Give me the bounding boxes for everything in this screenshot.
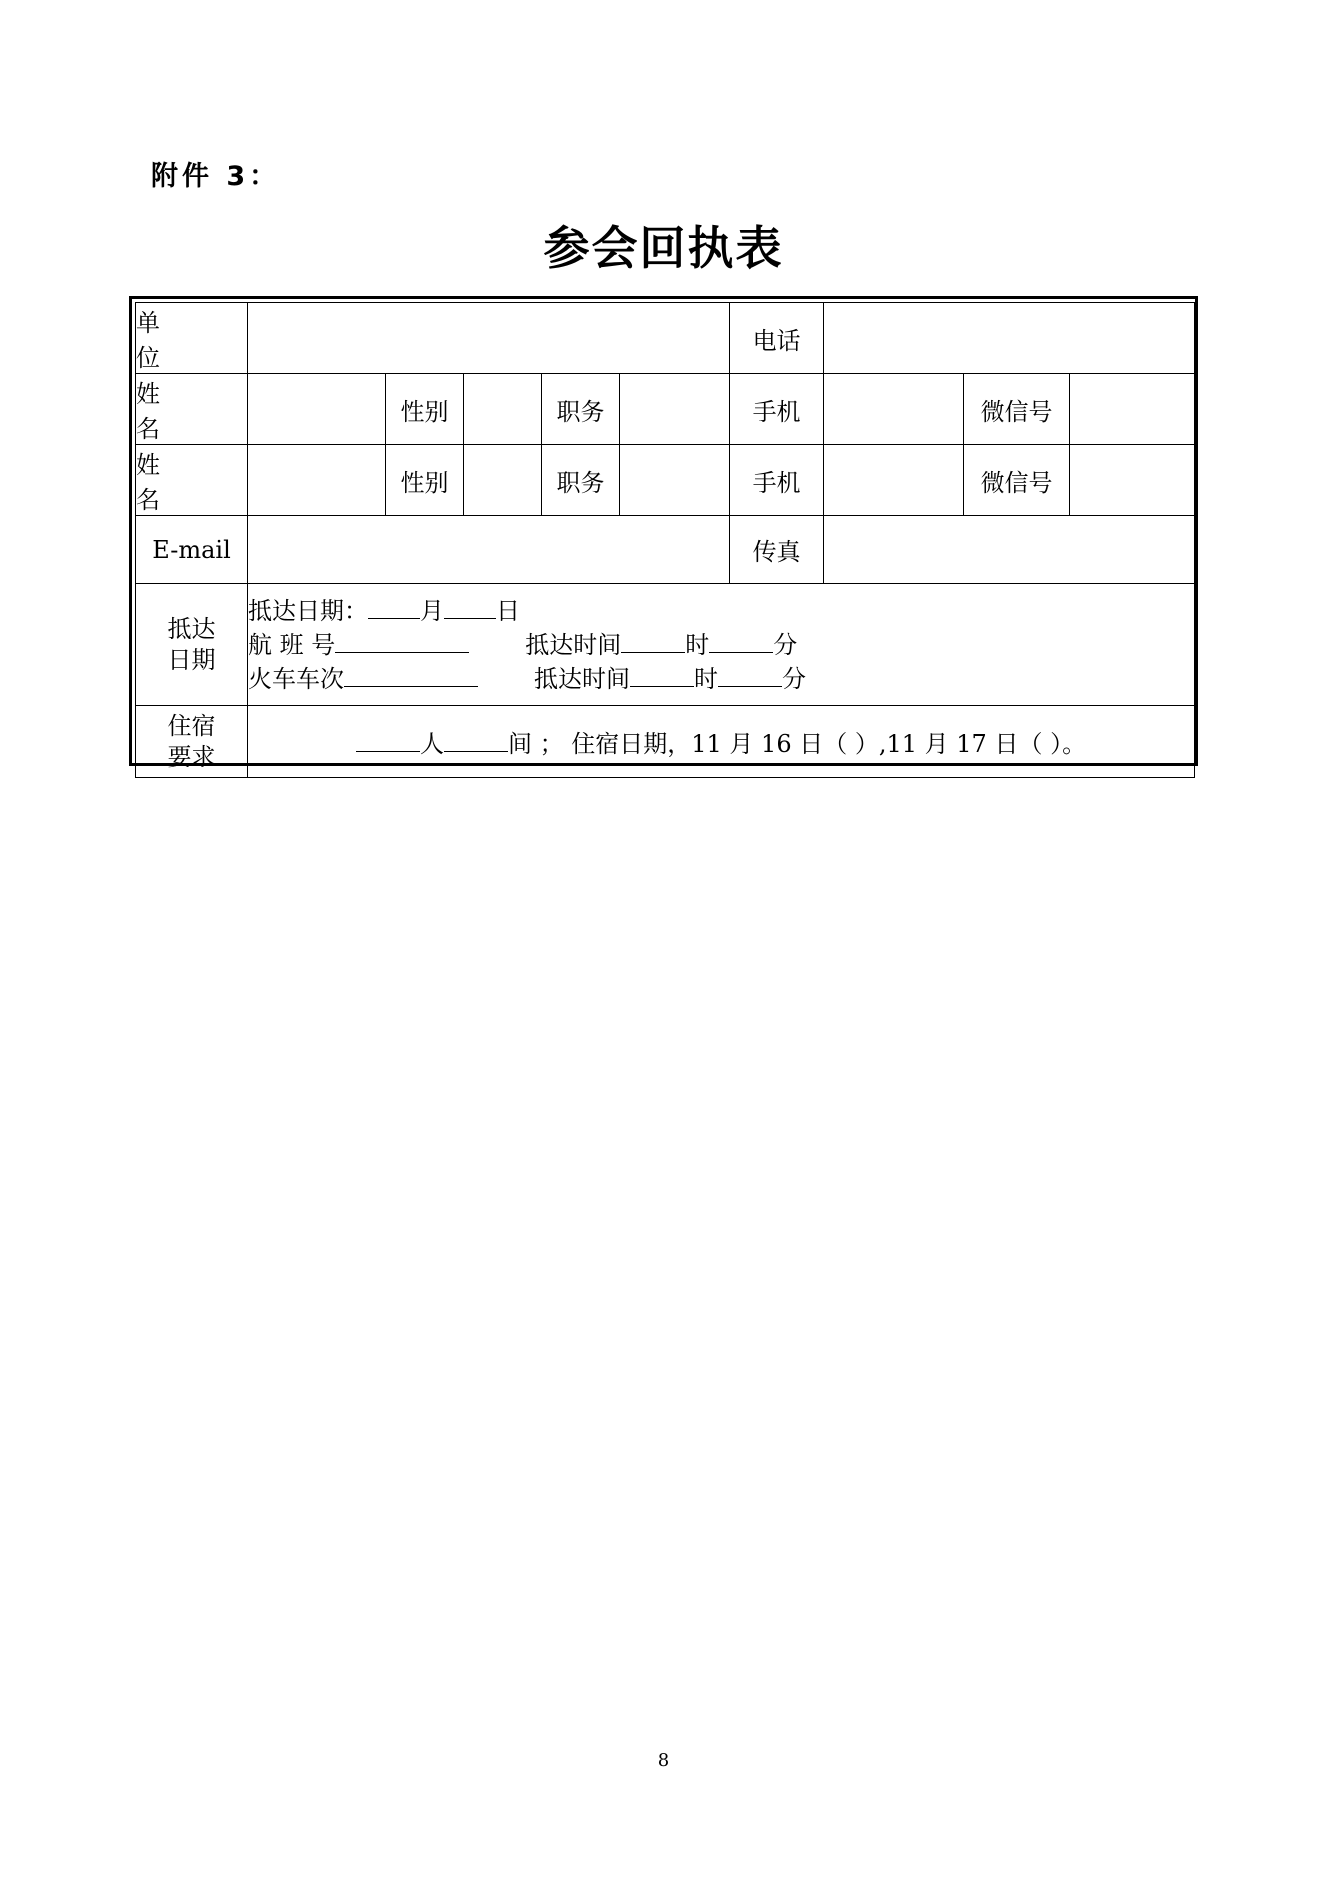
lodging-details: 人 间 ； 住宿日期，11 月 16 日（ ）,11 月 17 日（ ）。 [248,706,1195,778]
gender-field[interactable] [464,445,542,516]
mobile-label: 手机 [730,445,824,516]
name-label: 姓 名 [136,445,248,516]
arrival-date-line: 抵达日期： 月 日 [248,596,520,625]
wechat-field[interactable] [1070,445,1195,516]
registration-form [129,296,1198,771]
train-minute-blank[interactable] [718,664,782,687]
position-label: 职务 [542,445,620,516]
name-label: 姓 名 [136,374,248,445]
wechat-label: 微信号 [964,374,1070,445]
page-number: 8 [657,1750,670,1771]
position-field[interactable] [620,445,730,516]
gender-label: 性别 [386,374,464,445]
mobile-label: 手机 [730,374,824,445]
wechat-label: 微信号 [964,445,1070,516]
unit-label: 单 位 [136,303,248,374]
mobile-field[interactable] [824,445,964,516]
email-field[interactable] [248,516,730,584]
person-row [136,374,1195,445]
persons-blank[interactable] [356,729,420,752]
fax-label: 传真 [730,516,824,584]
gender-label: 性别 [386,445,464,516]
flight-minute-blank[interactable] [709,630,773,653]
form-title: 参会回执表 [543,221,784,275]
unit-field[interactable] [248,303,730,374]
arrival-details [248,584,1195,706]
train-blank[interactable] [344,664,478,687]
position-field[interactable] [620,374,730,445]
email-label: E-mail [136,516,248,584]
email-row [136,516,1195,584]
day-blank[interactable] [444,596,496,619]
flight-blank[interactable] [335,630,469,653]
train-line: 火车车次 抵达时间 时 分 [248,664,806,693]
position-label: 职务 [542,374,620,445]
month-blank[interactable] [368,596,420,619]
name-field[interactable] [248,445,386,516]
flight-line: 航 班 号 抵达时间 时 分 [248,630,798,659]
person-row [136,445,1195,516]
attachment-label: 附件 3： [151,161,281,192]
gender-field[interactable] [464,374,542,445]
phone-field[interactable] [824,303,1195,374]
arrival-row [136,584,1195,706]
name-field[interactable] [248,374,386,445]
mobile-field[interactable] [824,374,964,445]
wechat-field[interactable] [1070,374,1195,445]
arrival-label: 抵达 日期 [136,584,248,706]
train-hour-blank[interactable] [630,664,694,687]
lodging-label: 住宿 要求 [136,706,248,778]
flight-hour-blank[interactable] [621,630,685,653]
unit-row [136,303,1195,374]
lodging-dates: 住宿日期，11 月 16 日（ ）,11 月 17 日（ ）。 [563,730,1087,758]
rooms-blank[interactable] [444,729,508,752]
lodging-row [136,706,1195,778]
fax-field[interactable] [824,516,1195,584]
phone-label: 电话 [730,303,824,374]
registration-table [135,302,1195,778]
